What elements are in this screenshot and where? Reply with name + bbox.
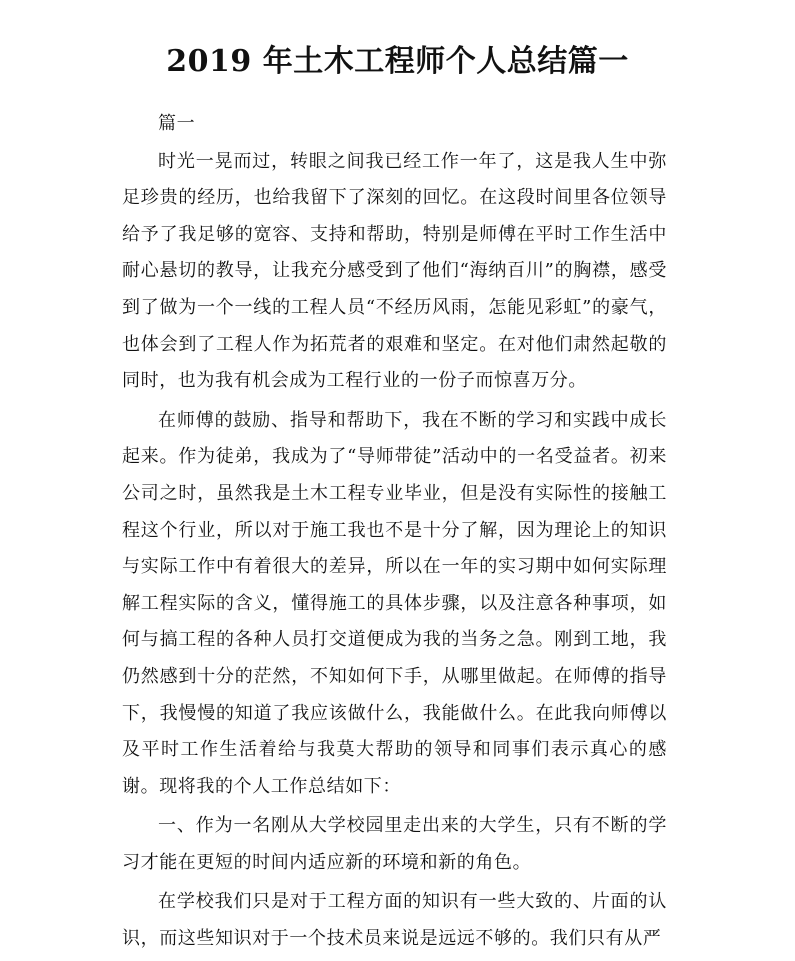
body-paragraph: 一、作为一名刚从大学校园里走出来的大学生，只有不断的学习才能在更短的时间内适应新的环境和新的角色。	[122, 815, 667, 873]
body-paragraph: 在学校我们只是对于工程方面的知识有一些大致的、片面的认识，而这些知识对于一个技术员来说是远远不够的。我们只有从严	[122, 891, 667, 950]
section-subheading: 篇一	[158, 113, 196, 134]
body-paragraph: 在师傅的鼓励、指导和帮助下，我在不断的学习和实践中成长起来。作为徒弟，我成为了“导师带徒”活动中的一名受益者。初来公司之时，虽然我是土木工程专业毕业，但是没有实际性的接触工程这个行业，所以对于施工我也不是十分了解，因为理论上的知识与实际工作中有着很大的差异，所以在一年的实习期中如何实际理解工程实际的含义，懂得施工的具体步骤，以及注意各种事项，如何与搞工程的各种人员打交道便成为我的当务之急。刚到工地，我仍然感到十分的茫然，不知如何下手，从哪里做起。在师傅的指导下，我慢慢的知道了我应该做什么，我能做什么。在此我向师傅以及平时工作生活着给与我莫大帮助的领导和同事们表示真心的感谢。现将我的个人工作总结如下：	[122, 409, 667, 797]
document-body	[122, 106, 667, 961]
document-title: 2019 年土木工程师个人总结篇一	[166, 44, 629, 79]
body-paragraph: 时光一晃而过，转眼之间我已经工作一年了，这是我人生中弥足珍贵的经历，也给我留下了深刻的回忆。在这段时间里各位领导给予了我足够的宽容、支持和帮助，特别是师傅在平时工作生活中耐心悬切的教导，让我充分感受到了他们“海纳百川”的胸襟，感受到了做为一个一线的工程人员“不经历风雨，怎能见彩虹”的豪气，也体会到了工程人作为拓荒者的艰难和坚定。在对他们肃然起敬的同时，也为我有机会成为工程行业的一份子而惊喜万分。	[122, 150, 667, 392]
